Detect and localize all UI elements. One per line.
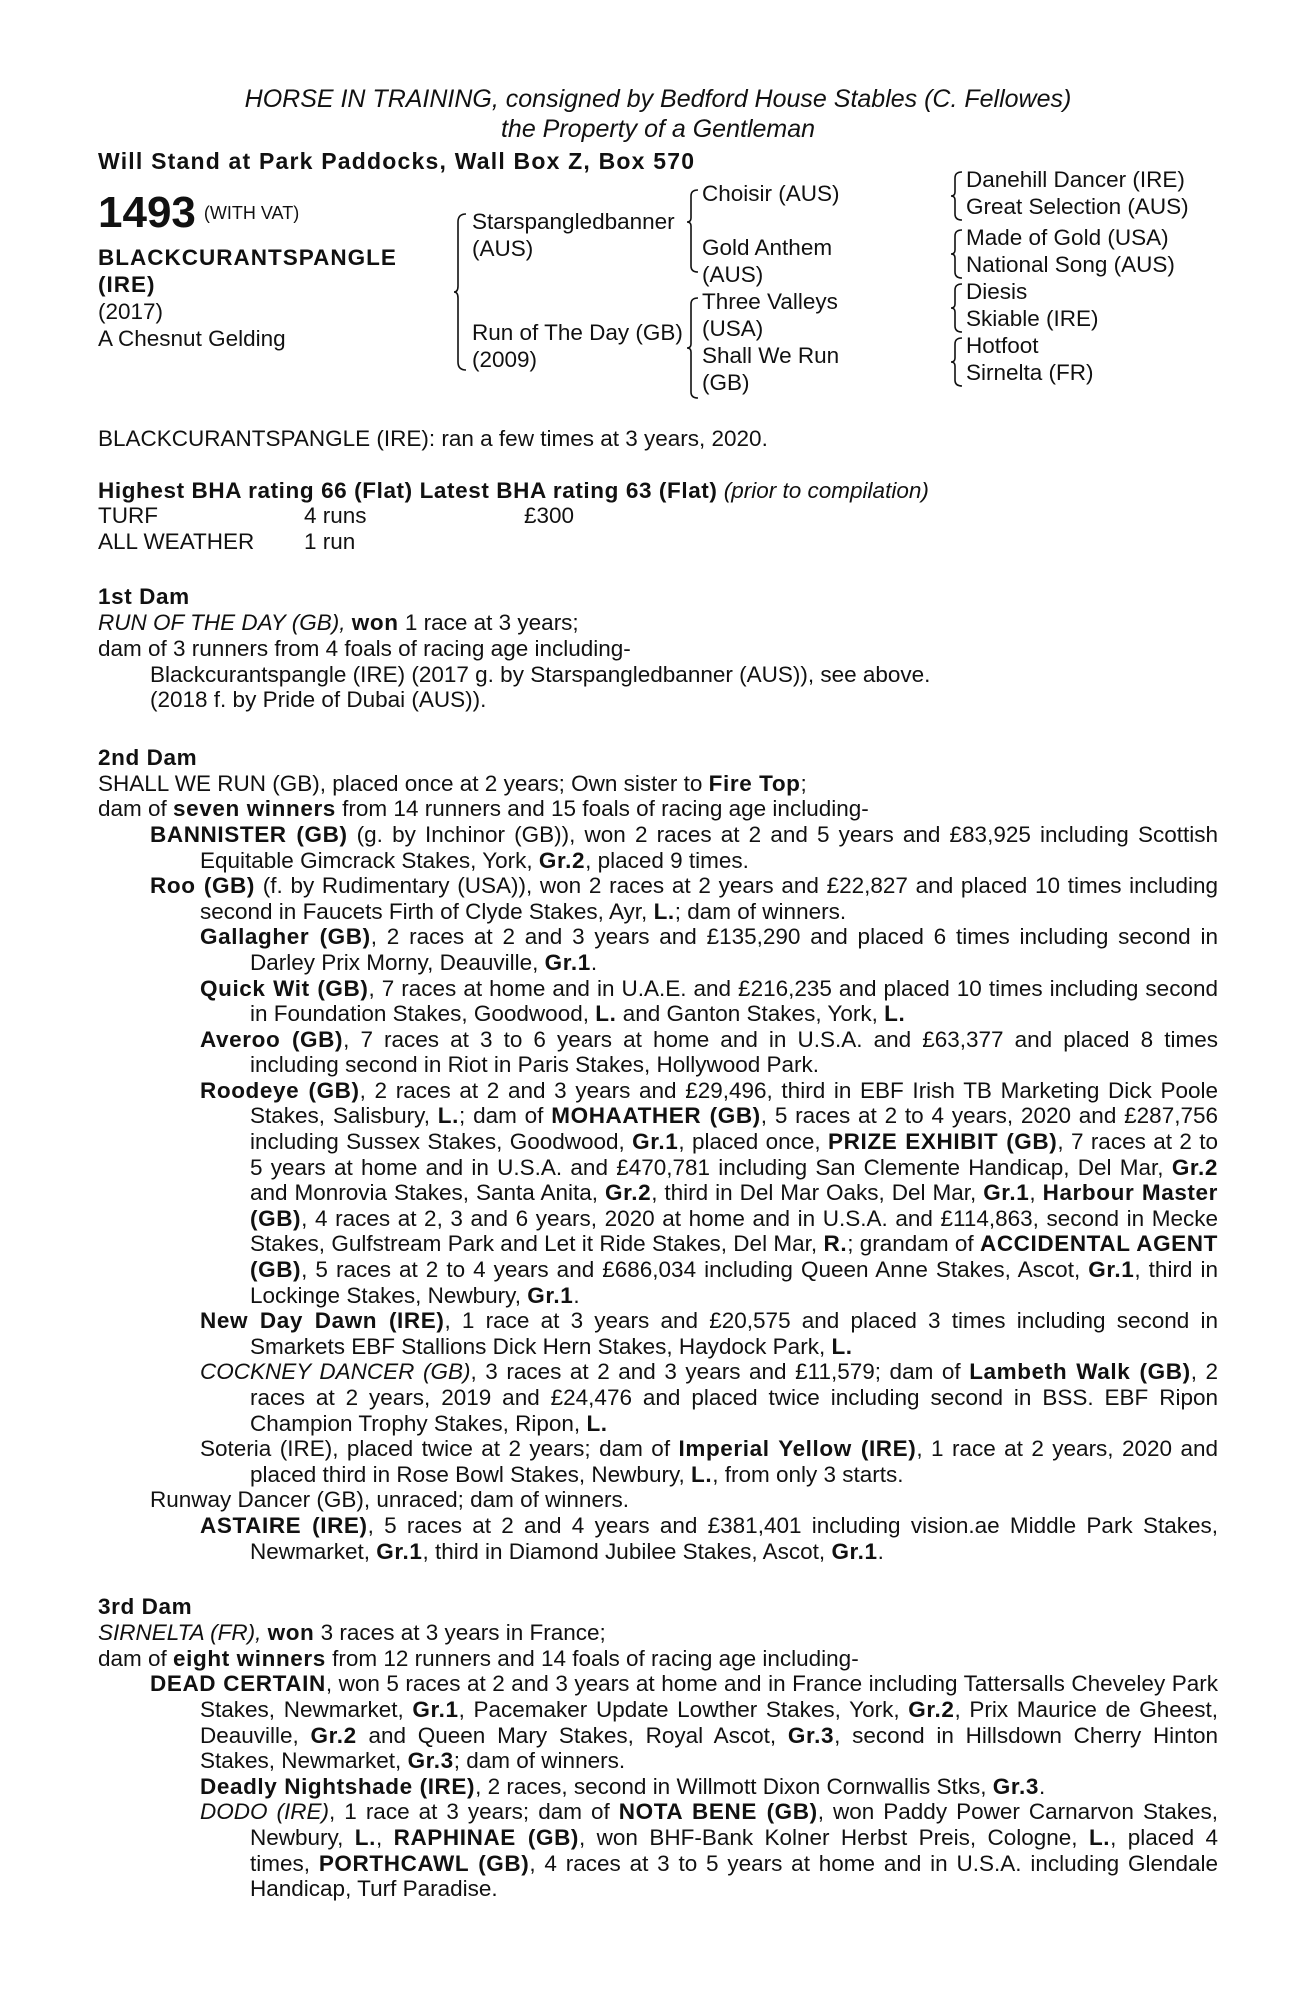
first-dam-line bbox=[98, 610, 1218, 636]
sire-line1: Starspangledbanner bbox=[472, 209, 675, 234]
entry-bannister: BANNISTER (GB) (g. by Inchinor (GB)), won 2 races at 2 and 5 years and £83,925 including Scottish Equitable Gimcrack Stakes, York, Gr.2, placed 9 times. bbox=[150, 821, 1218, 873]
entry-roo: Roo (GB) (f. by Rudimentary (USA)), won 2 races at 2 years and £22,827 and placed 10 times including second in Faucets Firth of Clyde Stakes, Ayr, L.; dam of winners. bbox=[150, 873, 1218, 924]
entry-cockney-dancer: COCKNEY DANCER (GB), 3 races at 2 and 3 years and £11,579; dam of Lambeth Walk (GB), 2 races at 2 years, 2019 and £24,476 and placed twice including second in BSS. EBF Ripon Champion Trophy Stakes, Ripon, L. bbox=[200, 1359, 1219, 1436]
sire-dam-brace bbox=[454, 212, 468, 372]
gen3-brace-3 bbox=[950, 282, 964, 338]
prize bbox=[524, 529, 1218, 555]
entry-deadly-nightshade: Deadly Nightshade (IRE), 2 races, second in Willmott Dixon Cornwallis Stks, Gr.3. bbox=[200, 1773, 1046, 1799]
entry-runway-dancer: Runway Dancer (GB), unraced; dam of winners. bbox=[150, 1487, 629, 1513]
ratings-row-aw bbox=[98, 529, 1218, 555]
property-line: the Property of a Gentleman bbox=[500, 115, 816, 143]
progeny-2: (2018 f. by Pride of Dubai (AUS)). bbox=[150, 687, 487, 713]
first-dam-section bbox=[98, 584, 1218, 712]
entry-soteria: Soteria (IRE), placed twice at 2 years; dam of Imperial Yellow (IRE), 1 race at 2 years, 2020 and placed third in Rose Bowl Stakes, Newbury, L., from only 3 starts. bbox=[200, 1436, 1218, 1487]
entry-new-day-dawn: New Day Dawn (IRE), 1 race at 3 years and £20,575 and placed 3 times including second in Smarkets EBF Stallions Dick Hern Stakes, Haydock Park, L. bbox=[200, 1308, 1218, 1359]
entry-averoo: Averoo (GB), 7 races at 3 to 6 years at home and in U.S.A. and £63,377 and placed 8 times including second in Riot in Paris Stakes, Hollywood Park. bbox=[200, 1026, 1218, 1078]
horse-description: A Chesnut Gelding bbox=[98, 326, 286, 351]
lot-number: 1493 bbox=[98, 188, 196, 237]
dam-dam-line1: Shall We Run bbox=[702, 343, 840, 368]
bha-rating: Highest BHA rating 66 (Flat) Latest BHA rating 63 (Flat) bbox=[98, 477, 718, 503]
second-dam-section bbox=[98, 745, 1218, 1564]
entry-astaire: ASTAIRE (IRE), 5 races at 2 and 4 years and £381,401 including vision.ae Middle Park Stakes, Newmarket, Gr.1, third in Diamond Jubilee Stakes, Ascot, Gr.1. bbox=[200, 1512, 1218, 1564]
dam-sire-sire: Diesis bbox=[966, 279, 1028, 304]
sire-dam-dam: National Song (AUS) bbox=[966, 252, 1175, 277]
section-heading: 3rd Dam bbox=[98, 1594, 193, 1620]
runs: 4 runs bbox=[304, 503, 367, 529]
runs: 1 run bbox=[304, 528, 356, 554]
sire-dam-sire: Made of Gold (USA) bbox=[966, 225, 1169, 250]
dam-sire-line2: (USA) bbox=[702, 316, 764, 341]
sire-line2: (AUS) bbox=[472, 236, 534, 261]
dam-record: 1 race at 3 years; bbox=[398, 610, 579, 636]
rating-note: (prior to compilation) bbox=[723, 477, 929, 503]
surface: TURF bbox=[98, 503, 158, 529]
third-dam-produce: dam of eight winners from 12 runners and 14 foals of racing age including- bbox=[98, 1645, 859, 1671]
dam-dam-line2: (GB) bbox=[702, 370, 750, 395]
entry-dodo: DODO (IRE), 1 race at 3 years; dam of NOTA BENE (GB), won Paddy Power Carnarvon Stakes, Newbury, L., RAPHINAE (GB), won BHF-Bank Kolner Herbst Preis, Cologne, L., placed 4 times, PORTHCAWL (GB), 4 races at 3 to 5 years at home and in U.S.A. including Glendale Handicap, Turf Paradise. bbox=[200, 1799, 1219, 1902]
ratings-row-turf bbox=[98, 503, 1218, 529]
entry-quick-wit: Quick Wit (GB), 7 races at home and in U.A.E. and £216,235 and placed 10 times including second in Foundation Stakes, Goodwood, L. and Ganton Stakes, York, L. bbox=[200, 975, 1218, 1027]
race-summary: BLACKCURANTSPANGLE (IRE): ran a few times at 3 years, 2020. bbox=[98, 426, 768, 451]
horse-name-line1: BLACKCURANTSPANGLE bbox=[98, 245, 397, 270]
lot-number-line bbox=[98, 188, 299, 238]
dam-brace bbox=[686, 296, 700, 406]
dam-name: RUN OF THE DAY (GB), bbox=[98, 610, 346, 636]
second-dam-line: SHALL WE RUN (GB), placed once at 2 years; Own sister to Fire Top; bbox=[98, 770, 807, 796]
progeny-1: Blackcurantspangle (IRE) (2017 g. by Starspangledbanner (AUS)), see above. bbox=[150, 661, 931, 687]
first-dam-produce: dam of 3 runners from 4 foals of racing age including- bbox=[98, 635, 631, 661]
third-dam-section bbox=[98, 1594, 1218, 1902]
ratings-section bbox=[98, 478, 1218, 555]
foaling-year: (2017) bbox=[98, 299, 164, 324]
gen3-brace-1 bbox=[950, 170, 964, 226]
sire-sire-sire: Danehill Dancer (IRE) bbox=[966, 167, 1185, 192]
section-heading: 2nd Dam bbox=[98, 744, 198, 770]
location-line: Will Stand at Park Paddocks, Wall Box Z, Box 570 bbox=[98, 148, 696, 174]
consignor-line: HORSE IN TRAINING, consigned by Bedford House Stables (C. Fellowes) bbox=[244, 85, 1072, 113]
dam-dam-sire: Hotfoot bbox=[966, 333, 1039, 358]
third-dam-line: SIRNELTA (FR), won 3 races at 3 years in France; bbox=[98, 1620, 606, 1646]
second-dam-produce: dam of seven winners from 14 runners and 15 foals of racing age including- bbox=[98, 796, 869, 822]
vat-note: (WITH VAT) bbox=[203, 203, 300, 223]
prize: £300 bbox=[524, 503, 575, 529]
horse-name-line2: (IRE) bbox=[98, 272, 156, 297]
section-heading: 1st Dam bbox=[98, 584, 190, 610]
dam-sire-line1: Three Valleys bbox=[702, 289, 838, 314]
entry-dead-certain: DEAD CERTAIN, won 5 races at 2 and 3 years at home and in France including Tattersalls Cheveley Park Stakes, Newmarket, Gr.1, Pacemaker Update Lowther Stakes, York, Gr.2, Prix Maurice de Gheest, Deauville, Gr.2 and Queen Mary Stakes, Royal Ascot, Gr.3, second in Hillsdown Cherry Hinton Stakes, Newmarket, Gr.3; dam of winners. bbox=[150, 1671, 1218, 1774]
gen3-brace-2 bbox=[950, 228, 964, 284]
dam-line2: (2009) bbox=[472, 347, 538, 372]
gen3-brace-4 bbox=[950, 336, 964, 392]
dam-sire-dam: Skiable (IRE) bbox=[966, 306, 1099, 331]
sire-brace bbox=[686, 188, 700, 288]
surface: ALL WEATHER bbox=[98, 528, 255, 554]
sire-dam-line2: (AUS) bbox=[702, 262, 764, 287]
sire-dam-line1: Gold Anthem bbox=[702, 235, 833, 260]
entry-gallagher: Gallagher (GB), 2 races at 2 and 3 years and £135,290 and placed 6 times including second in Darley Prix Morny, Deauville, Gr.1. bbox=[200, 924, 1218, 975]
dam-line1: Run of The Day (GB) bbox=[472, 320, 683, 345]
bha-rating-line bbox=[98, 478, 1218, 504]
sire-sire-dam: Great Selection (AUS) bbox=[966, 194, 1189, 219]
sire-sire: Choisir (AUS) bbox=[702, 181, 840, 206]
pedigree-block bbox=[98, 167, 1218, 432]
catalogue-page bbox=[98, 84, 1218, 1902]
dam-dam-dam: Sirnelta (FR) bbox=[966, 360, 1094, 385]
won-label: won bbox=[351, 610, 399, 636]
entry-roodeye: Roodeye (GB), 2 races at 2 and 3 years and £29,496, third in EBF Irish TB Marketing Dick Poole Stakes, Salisbury, L.; dam of MOHAATHER (GB), 5 races at 2 to 4 years, 2020 and £287,756 including Sussex Stakes, Goodwood, Gr.1, placed once, PRIZE EXHIBIT (GB), 7 races at 2 to 5 years at home and in U.S.A. and £470,781 including San Clemente Handicap, Del Mar, Gr.2 and Monrovia Stakes, Santa Anita, Gr.2, third in Del Mar Oaks, Del Mar, Gr.1, Harbour Master (GB), 4 races at 2, 3 and 6 years, 2020 at home and in U.S.A. and £114,863, second in Mecke Stakes, Gulfstream Park and Let it Ride Stakes, Del Mar, R.; grandam of ACCIDENTAL AGENT (GB), 5 races at 2 to 4 years and £686,034 including Queen Anne Stakes, Ascot, Gr.1, third in Lockinge Stakes, Newbury, Gr.1. bbox=[200, 1077, 1218, 1308]
